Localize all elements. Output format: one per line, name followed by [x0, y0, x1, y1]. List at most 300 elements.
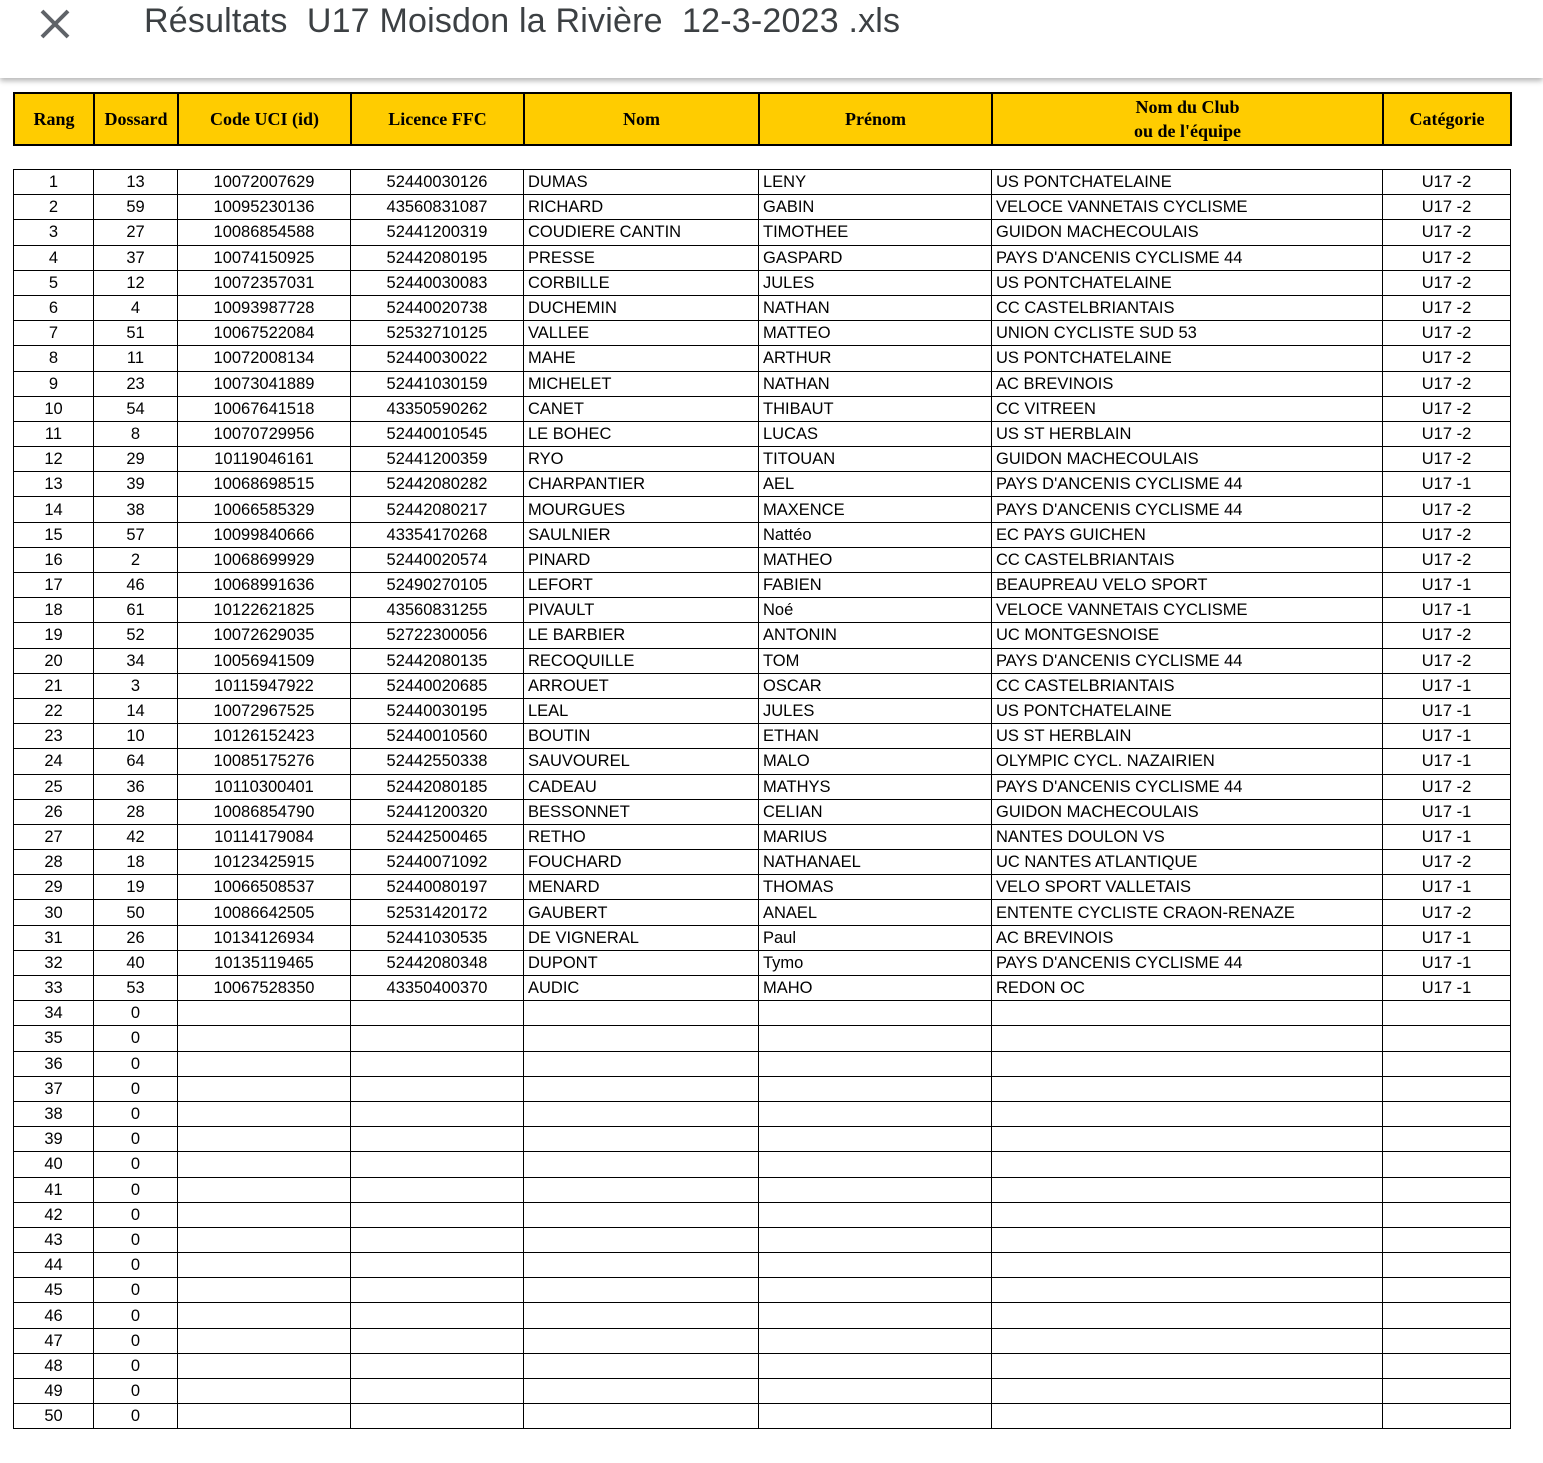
nom-cell[interactable]: CADEAU [524, 774, 759, 799]
rang-cell[interactable]: 21 [14, 673, 94, 698]
dossard-cell[interactable]: 23 [94, 371, 178, 396]
licence-cell[interactable]: 52440030022 [351, 346, 524, 371]
rang-cell[interactable]: 43 [14, 1227, 94, 1252]
club-cell[interactable]: US ST HERBLAIN [992, 724, 1383, 749]
licence-cell[interactable]: 43350590262 [351, 396, 524, 421]
categorie-cell[interactable]: U17 -2 [1383, 623, 1511, 648]
dossard-cell[interactable]: 36 [94, 774, 178, 799]
code-uci-cell[interactable] [178, 1001, 351, 1026]
rang-cell[interactable]: 48 [14, 1353, 94, 1378]
code-uci-cell[interactable]: 10072357031 [178, 270, 351, 295]
categorie-cell[interactable]: U17 -2 [1383, 295, 1511, 320]
rang-cell[interactable]: 28 [14, 850, 94, 875]
licence-cell[interactable] [351, 1177, 524, 1202]
licence-cell[interactable] [351, 1404, 524, 1429]
rang-cell[interactable]: 45 [14, 1278, 94, 1303]
nom-cell[interactable]: CANET [524, 396, 759, 421]
club-cell[interactable]: AC BREVINOIS [992, 925, 1383, 950]
club-cell[interactable] [992, 1101, 1383, 1126]
licence-cell[interactable] [351, 1051, 524, 1076]
club-cell[interactable]: VELO SPORT VALLETAIS [992, 875, 1383, 900]
club-cell[interactable]: US ST HERBLAIN [992, 421, 1383, 446]
dossard-cell[interactable]: 46 [94, 573, 178, 598]
dossard-cell[interactable]: 14 [94, 698, 178, 723]
dossard-cell[interactable]: 0 [94, 1328, 178, 1353]
prenom-cell[interactable]: ANTONIN [759, 623, 992, 648]
licence-cell[interactable]: 52442080135 [351, 648, 524, 673]
nom-cell[interactable]: DUMAS [524, 170, 759, 195]
nom-cell[interactable] [524, 1328, 759, 1353]
code-uci-cell[interactable] [178, 1353, 351, 1378]
code-uci-cell[interactable] [178, 1227, 351, 1252]
club-cell[interactable]: US PONTCHATELAINE [992, 270, 1383, 295]
club-cell[interactable] [992, 1127, 1383, 1152]
rang-cell[interactable]: 29 [14, 875, 94, 900]
categorie-cell[interactable]: U17 -1 [1383, 875, 1511, 900]
code-uci-cell[interactable]: 10067528350 [178, 976, 351, 1001]
code-uci-cell[interactable]: 10067522084 [178, 321, 351, 346]
dossard-cell[interactable]: 0 [94, 1227, 178, 1252]
categorie-cell[interactable]: U17 -2 [1383, 447, 1511, 472]
categorie-cell[interactable]: U17 -1 [1383, 749, 1511, 774]
nom-cell[interactable] [524, 1026, 759, 1051]
categorie-cell[interactable] [1383, 1051, 1511, 1076]
rang-cell[interactable]: 4 [14, 245, 94, 270]
licence-cell[interactable] [351, 1303, 524, 1328]
dossard-cell[interactable]: 11 [94, 346, 178, 371]
categorie-cell[interactable] [1383, 1227, 1511, 1252]
prenom-cell[interactable] [759, 1202, 992, 1227]
rang-cell[interactable]: 2 [14, 195, 94, 220]
club-cell[interactable]: PAYS D'ANCENIS CYCLISME 44 [992, 774, 1383, 799]
code-uci-cell[interactable] [178, 1253, 351, 1278]
dossard-cell[interactable]: 3 [94, 673, 178, 698]
nom-cell[interactable]: LEFORT [524, 573, 759, 598]
prenom-cell[interactable] [759, 1026, 992, 1051]
club-cell[interactable]: PAYS D'ANCENIS CYCLISME 44 [992, 472, 1383, 497]
nom-cell[interactable]: DE VIGNERAL [524, 925, 759, 950]
categorie-cell[interactable]: U17 -2 [1383, 497, 1511, 522]
dossard-cell[interactable]: 0 [94, 1076, 178, 1101]
categorie-cell[interactable] [1383, 1152, 1511, 1177]
nom-cell[interactable]: RICHARD [524, 195, 759, 220]
nom-cell[interactable]: RYO [524, 447, 759, 472]
nom-cell[interactable]: COUDIERE CANTIN [524, 220, 759, 245]
rang-cell[interactable]: 35 [14, 1026, 94, 1051]
code-uci-cell[interactable]: 10072967525 [178, 698, 351, 723]
prenom-cell[interactable] [759, 1127, 992, 1152]
nom-cell[interactable] [524, 1101, 759, 1126]
categorie-cell[interactable]: U17 -2 [1383, 346, 1511, 371]
code-uci-cell[interactable] [178, 1404, 351, 1429]
dossard-cell[interactable]: 27 [94, 220, 178, 245]
prenom-cell[interactable]: MARIUS [759, 824, 992, 849]
categorie-cell[interactable] [1383, 1328, 1511, 1353]
code-uci-cell[interactable]: 10066585329 [178, 497, 351, 522]
rang-cell[interactable]: 13 [14, 472, 94, 497]
code-uci-cell[interactable] [178, 1026, 351, 1051]
club-cell[interactable]: VELOCE VANNETAIS CYCLISME [992, 195, 1383, 220]
nom-cell[interactable]: VALLEE [524, 321, 759, 346]
club-cell[interactable] [992, 1177, 1383, 1202]
categorie-cell[interactable] [1383, 1026, 1511, 1051]
rang-cell[interactable]: 49 [14, 1379, 94, 1404]
nom-cell[interactable]: PIVAULT [524, 598, 759, 623]
club-cell[interactable] [992, 1051, 1383, 1076]
code-uci-cell[interactable] [178, 1328, 351, 1353]
categorie-cell[interactable]: U17 -1 [1383, 950, 1511, 975]
prenom-cell[interactable]: Tymo [759, 950, 992, 975]
nom-cell[interactable]: CHARPANTIER [524, 472, 759, 497]
categorie-cell[interactable] [1383, 1202, 1511, 1227]
nom-cell[interactable] [524, 1001, 759, 1026]
code-uci-cell[interactable]: 10086854588 [178, 220, 351, 245]
club-cell[interactable]: AC BREVINOIS [992, 371, 1383, 396]
nom-cell[interactable] [524, 1379, 759, 1404]
rang-cell[interactable]: 1 [14, 170, 94, 195]
licence-cell[interactable]: 52440020685 [351, 673, 524, 698]
licence-cell[interactable]: 43350400370 [351, 976, 524, 1001]
club-cell[interactable] [992, 1227, 1383, 1252]
categorie-cell[interactable] [1383, 1253, 1511, 1278]
nom-cell[interactable]: PRESSE [524, 245, 759, 270]
rang-cell[interactable]: 40 [14, 1152, 94, 1177]
club-cell[interactable] [992, 1001, 1383, 1026]
club-cell[interactable]: REDON OC [992, 976, 1383, 1001]
licence-cell[interactable] [351, 1328, 524, 1353]
licence-cell[interactable]: 52440080197 [351, 875, 524, 900]
dossard-cell[interactable]: 40 [94, 950, 178, 975]
dossard-cell[interactable]: 42 [94, 824, 178, 849]
prenom-cell[interactable] [759, 1152, 992, 1177]
dossard-cell[interactable]: 13 [94, 170, 178, 195]
rang-cell[interactable]: 12 [14, 447, 94, 472]
club-cell[interactable]: OLYMPIC CYCL. NAZAIRIEN [992, 749, 1383, 774]
licence-cell[interactable]: 52442550338 [351, 749, 524, 774]
rang-cell[interactable]: 19 [14, 623, 94, 648]
code-uci-cell[interactable] [178, 1303, 351, 1328]
rang-cell[interactable]: 23 [14, 724, 94, 749]
dossard-cell[interactable]: 53 [94, 976, 178, 1001]
code-uci-cell[interactable]: 10119046161 [178, 447, 351, 472]
dossard-cell[interactable]: 28 [94, 799, 178, 824]
licence-cell[interactable]: 52442080348 [351, 950, 524, 975]
club-cell[interactable]: ENTENTE CYCLISTE CRAON-RENAZE [992, 900, 1383, 925]
licence-cell[interactable] [351, 1227, 524, 1252]
categorie-cell[interactable]: U17 -2 [1383, 421, 1511, 446]
licence-cell[interactable] [351, 1379, 524, 1404]
nom-cell[interactable]: DUPONT [524, 950, 759, 975]
dossard-cell[interactable]: 26 [94, 925, 178, 950]
code-uci-cell[interactable]: 10072007629 [178, 170, 351, 195]
code-uci-cell[interactable] [178, 1202, 351, 1227]
licence-cell[interactable]: 52441200319 [351, 220, 524, 245]
code-uci-cell[interactable]: 10068699929 [178, 547, 351, 572]
code-uci-cell[interactable]: 10134126934 [178, 925, 351, 950]
code-uci-cell[interactable]: 10086642505 [178, 900, 351, 925]
dossard-cell[interactable]: 18 [94, 850, 178, 875]
code-uci-cell[interactable]: 10056941509 [178, 648, 351, 673]
nom-cell[interactable]: SAUVOUREL [524, 749, 759, 774]
prenom-cell[interactable] [759, 1051, 992, 1076]
prenom-cell[interactable]: GASPARD [759, 245, 992, 270]
prenom-cell[interactable]: MALO [759, 749, 992, 774]
prenom-cell[interactable]: JULES [759, 270, 992, 295]
club-cell[interactable]: CC VITREEN [992, 396, 1383, 421]
licence-cell[interactable] [351, 1001, 524, 1026]
code-uci-cell[interactable] [178, 1127, 351, 1152]
licence-cell[interactable]: 52722300056 [351, 623, 524, 648]
nom-cell[interactable]: LEAL [524, 698, 759, 723]
club-cell[interactable]: US PONTCHATELAINE [992, 698, 1383, 723]
code-uci-cell[interactable]: 10072629035 [178, 623, 351, 648]
nom-cell[interactable]: RETHO [524, 824, 759, 849]
dossard-cell[interactable]: 0 [94, 1253, 178, 1278]
dossard-cell[interactable]: 52 [94, 623, 178, 648]
nom-cell[interactable]: DUCHEMIN [524, 295, 759, 320]
code-uci-cell[interactable]: 10093987728 [178, 295, 351, 320]
prenom-cell[interactable] [759, 1328, 992, 1353]
rang-cell[interactable]: 27 [14, 824, 94, 849]
nom-cell[interactable]: AUDIC [524, 976, 759, 1001]
club-cell[interactable]: PAYS D'ANCENIS CYCLISME 44 [992, 245, 1383, 270]
club-cell[interactable]: CC CASTELBRIANTAIS [992, 673, 1383, 698]
licence-cell[interactable]: 52440030083 [351, 270, 524, 295]
dossard-cell[interactable]: 61 [94, 598, 178, 623]
dossard-cell[interactable]: 12 [94, 270, 178, 295]
dossard-cell[interactable]: 2 [94, 547, 178, 572]
code-uci-cell[interactable] [178, 1152, 351, 1177]
rang-cell[interactable]: 47 [14, 1328, 94, 1353]
code-uci-cell[interactable] [178, 1051, 351, 1076]
categorie-cell[interactable] [1383, 1101, 1511, 1126]
prenom-cell[interactable]: LENY [759, 170, 992, 195]
rang-cell[interactable]: 41 [14, 1177, 94, 1202]
prenom-cell[interactable] [759, 1379, 992, 1404]
club-cell[interactable] [992, 1202, 1383, 1227]
code-uci-cell[interactable]: 10085175276 [178, 749, 351, 774]
nom-cell[interactable]: RECOQUILLE [524, 648, 759, 673]
code-uci-cell[interactable] [178, 1177, 351, 1202]
club-cell[interactable] [992, 1076, 1383, 1101]
dossard-cell[interactable]: 0 [94, 1303, 178, 1328]
dossard-cell[interactable]: 4 [94, 295, 178, 320]
categorie-cell[interactable]: U17 -2 [1383, 270, 1511, 295]
nom-cell[interactable] [524, 1227, 759, 1252]
licence-cell[interactable]: 43354170268 [351, 522, 524, 547]
nom-cell[interactable]: MOURGUES [524, 497, 759, 522]
dossard-cell[interactable]: 0 [94, 1177, 178, 1202]
categorie-cell[interactable]: U17 -1 [1383, 824, 1511, 849]
categorie-cell[interactable]: U17 -2 [1383, 371, 1511, 396]
nom-cell[interactable]: GAUBERT [524, 900, 759, 925]
categorie-cell[interactable] [1383, 1303, 1511, 1328]
dossard-cell[interactable]: 29 [94, 447, 178, 472]
licence-cell[interactable] [351, 1353, 524, 1378]
prenom-cell[interactable]: TITOUAN [759, 447, 992, 472]
rang-cell[interactable]: 39 [14, 1127, 94, 1152]
categorie-cell[interactable]: U17 -1 [1383, 976, 1511, 1001]
licence-cell[interactable]: 52442080217 [351, 497, 524, 522]
prenom-cell[interactable] [759, 1177, 992, 1202]
dossard-cell[interactable]: 37 [94, 245, 178, 270]
prenom-cell[interactable]: MATHYS [759, 774, 992, 799]
dossard-cell[interactable]: 51 [94, 321, 178, 346]
categorie-cell[interactable]: U17 -2 [1383, 774, 1511, 799]
categorie-cell[interactable] [1383, 1127, 1511, 1152]
prenom-cell[interactable]: Noé [759, 598, 992, 623]
licence-cell[interactable] [351, 1026, 524, 1051]
categorie-cell[interactable]: U17 -2 [1383, 900, 1511, 925]
rang-cell[interactable]: 18 [14, 598, 94, 623]
code-uci-cell[interactable]: 10123425915 [178, 850, 351, 875]
licence-cell[interactable]: 52441200359 [351, 447, 524, 472]
licence-cell[interactable]: 52440010560 [351, 724, 524, 749]
dossard-cell[interactable]: 0 [94, 1026, 178, 1051]
code-uci-cell[interactable] [178, 1101, 351, 1126]
code-uci-cell[interactable]: 10068991636 [178, 573, 351, 598]
prenom-cell[interactable]: OSCAR [759, 673, 992, 698]
rang-cell[interactable]: 46 [14, 1303, 94, 1328]
rang-cell[interactable]: 37 [14, 1076, 94, 1101]
rang-cell[interactable]: 22 [14, 698, 94, 723]
club-cell[interactable]: VELOCE VANNETAIS CYCLISME [992, 598, 1383, 623]
licence-cell[interactable] [351, 1202, 524, 1227]
prenom-cell[interactable]: ARTHUR [759, 346, 992, 371]
prenom-cell[interactable]: NATHAN [759, 295, 992, 320]
licence-cell[interactable] [351, 1127, 524, 1152]
licence-cell[interactable]: 52532710125 [351, 321, 524, 346]
nom-cell[interactable] [524, 1127, 759, 1152]
code-uci-cell[interactable]: 10114179084 [178, 824, 351, 849]
nom-cell[interactable]: SAULNIER [524, 522, 759, 547]
prenom-cell[interactable]: ETHAN [759, 724, 992, 749]
spreadsheet-view[interactable] [0, 78, 1543, 1463]
prenom-cell[interactable]: MATTEO [759, 321, 992, 346]
code-uci-cell[interactable]: 10066508537 [178, 875, 351, 900]
dossard-cell[interactable]: 0 [94, 1202, 178, 1227]
categorie-cell[interactable]: U17 -1 [1383, 673, 1511, 698]
club-cell[interactable] [992, 1152, 1383, 1177]
dossard-cell[interactable]: 57 [94, 522, 178, 547]
nom-cell[interactable] [524, 1177, 759, 1202]
dossard-cell[interactable]: 64 [94, 749, 178, 774]
code-uci-cell[interactable]: 10073041889 [178, 371, 351, 396]
categorie-cell[interactable]: U17 -1 [1383, 799, 1511, 824]
licence-cell[interactable]: 52440030195 [351, 698, 524, 723]
prenom-cell[interactable]: NATHANAEL [759, 850, 992, 875]
rang-cell[interactable]: 24 [14, 749, 94, 774]
rang-cell[interactable]: 8 [14, 346, 94, 371]
rang-cell[interactable]: 16 [14, 547, 94, 572]
club-cell[interactable]: NANTES DOULON VS [992, 824, 1383, 849]
categorie-cell[interactable]: U17 -1 [1383, 598, 1511, 623]
categorie-cell[interactable]: U17 -2 [1383, 648, 1511, 673]
categorie-cell[interactable]: U17 -2 [1383, 195, 1511, 220]
prenom-cell[interactable] [759, 1076, 992, 1101]
prenom-cell[interactable]: NATHAN [759, 371, 992, 396]
dossard-cell[interactable]: 0 [94, 1152, 178, 1177]
prenom-cell[interactable]: THIBAUT [759, 396, 992, 421]
nom-cell[interactable] [524, 1353, 759, 1378]
rang-cell[interactable]: 3 [14, 220, 94, 245]
prenom-cell[interactable] [759, 1353, 992, 1378]
rang-cell[interactable]: 34 [14, 1001, 94, 1026]
categorie-cell[interactable]: U17 -2 [1383, 522, 1511, 547]
dossard-cell[interactable]: 0 [94, 1051, 178, 1076]
club-cell[interactable]: GUIDON MACHECOULAIS [992, 220, 1383, 245]
dossard-cell[interactable]: 54 [94, 396, 178, 421]
nom-cell[interactable] [524, 1303, 759, 1328]
dossard-cell[interactable]: 59 [94, 195, 178, 220]
nom-cell[interactable] [524, 1152, 759, 1177]
prenom-cell[interactable] [759, 1001, 992, 1026]
code-uci-cell[interactable]: 10072008134 [178, 346, 351, 371]
dossard-cell[interactable]: 34 [94, 648, 178, 673]
club-cell[interactable]: GUIDON MACHECOULAIS [992, 799, 1383, 824]
dossard-cell[interactable]: 8 [94, 421, 178, 446]
rang-cell[interactable]: 33 [14, 976, 94, 1001]
code-uci-cell[interactable]: 10095230136 [178, 195, 351, 220]
licence-cell[interactable]: 52440020574 [351, 547, 524, 572]
rang-cell[interactable]: 6 [14, 295, 94, 320]
categorie-cell[interactable]: U17 -2 [1383, 850, 1511, 875]
rang-cell[interactable]: 10 [14, 396, 94, 421]
licence-cell[interactable]: 43560831255 [351, 598, 524, 623]
code-uci-cell[interactable]: 10122621825 [178, 598, 351, 623]
licence-cell[interactable]: 43560831087 [351, 195, 524, 220]
club-cell[interactable] [992, 1379, 1383, 1404]
code-uci-cell[interactable] [178, 1076, 351, 1101]
nom-cell[interactable] [524, 1076, 759, 1101]
categorie-cell[interactable]: U17 -2 [1383, 170, 1511, 195]
dossard-cell[interactable]: 0 [94, 1001, 178, 1026]
code-uci-cell[interactable]: 10126152423 [178, 724, 351, 749]
nom-cell[interactable] [524, 1051, 759, 1076]
code-uci-cell[interactable]: 10070729956 [178, 421, 351, 446]
nom-cell[interactable]: MICHELET [524, 371, 759, 396]
licence-cell[interactable]: 52440020738 [351, 295, 524, 320]
categorie-cell[interactable] [1383, 1177, 1511, 1202]
nom-cell[interactable]: MENARD [524, 875, 759, 900]
prenom-cell[interactable]: Paul [759, 925, 992, 950]
rang-cell[interactable]: 44 [14, 1253, 94, 1278]
prenom-cell[interactable]: TOM [759, 648, 992, 673]
categorie-cell[interactable] [1383, 1076, 1511, 1101]
code-uci-cell[interactable]: 10110300401 [178, 774, 351, 799]
club-cell[interactable]: UNION CYCLISTE SUD 53 [992, 321, 1383, 346]
rang-cell[interactable]: 38 [14, 1101, 94, 1126]
nom-cell[interactable] [524, 1404, 759, 1429]
nom-cell[interactable]: PINARD [524, 547, 759, 572]
rang-cell[interactable]: 32 [14, 950, 94, 975]
licence-cell[interactable]: 52440030126 [351, 170, 524, 195]
licence-cell[interactable] [351, 1076, 524, 1101]
categorie-cell[interactable]: U17 -1 [1383, 573, 1511, 598]
club-cell[interactable] [992, 1404, 1383, 1429]
club-cell[interactable] [992, 1278, 1383, 1303]
prenom-cell[interactable]: FABIEN [759, 573, 992, 598]
categorie-cell[interactable] [1383, 1404, 1511, 1429]
licence-cell[interactable]: 52441200320 [351, 799, 524, 824]
prenom-cell[interactable] [759, 1303, 992, 1328]
categorie-cell[interactable] [1383, 1001, 1511, 1026]
rang-cell[interactable]: 30 [14, 900, 94, 925]
prenom-cell[interactable]: GABIN [759, 195, 992, 220]
code-uci-cell[interactable]: 10086854790 [178, 799, 351, 824]
categorie-cell[interactable] [1383, 1379, 1511, 1404]
categorie-cell[interactable]: U17 -2 [1383, 547, 1511, 572]
